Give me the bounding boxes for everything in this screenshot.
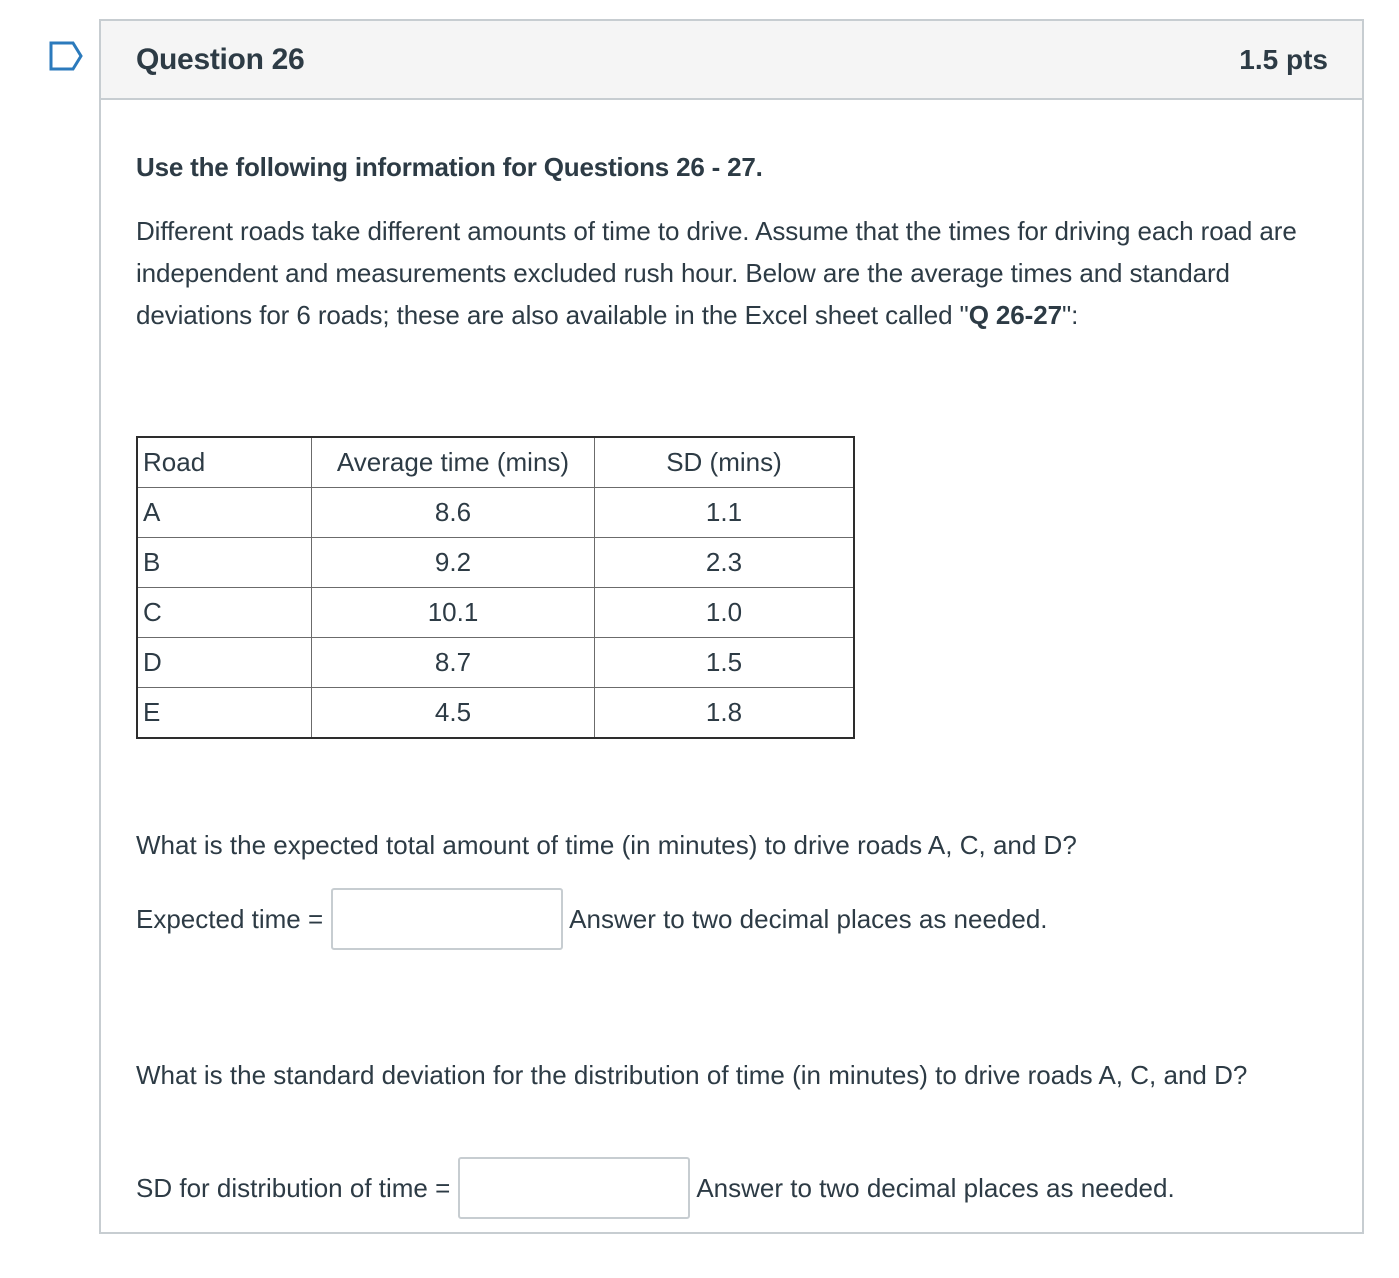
expected-time-label: Expected time = [136, 903, 324, 934]
table-cell: C [137, 588, 312, 638]
expected-time-hint: Answer to two decimal places as needed. [569, 903, 1048, 934]
table-cell: 1.0 [595, 588, 855, 638]
question-points: 1.5 pts [1239, 43, 1328, 75]
table-cell: 2.3 [595, 538, 855, 588]
question-card [99, 19, 1364, 1234]
sd-label: SD for distribution of time = [136, 1172, 451, 1203]
table-row [137, 638, 854, 688]
table-header: Average time (mins) [312, 437, 595, 488]
paragraph-text: Different roads take different amounts of time to drive. Assume that the times for driving each road are independent and measurements excluded rush hour. Below are the average times and standard deviations for 6 roads; these are also available in the Excel sheet called " [136, 216, 1297, 330]
table-cell: B [137, 538, 312, 588]
roads-table [136, 436, 855, 739]
table-cell: D [137, 638, 312, 688]
table-cell: 1.5 [595, 638, 855, 688]
table-header: Road [137, 437, 312, 488]
table-row [137, 688, 854, 739]
table-cell: 1.1 [595, 488, 855, 538]
question2-answer-row [136, 1157, 1175, 1219]
description-paragraph [136, 210, 1306, 336]
sd-hint: Answer to two decimal places as needed. [696, 1172, 1175, 1203]
intro-text: Use the following information for Questions 26 - 27. [136, 152, 763, 182]
table-cell: 9.2 [312, 538, 595, 588]
flag-question-icon[interactable] [48, 40, 84, 77]
table-header: SD (mins) [595, 437, 855, 488]
paragraph-end: ": [1061, 300, 1079, 330]
question1-text: What is the expected total amount of time (in minutes) to drive roads A, C, and D? [136, 830, 1077, 860]
table-row [137, 538, 854, 588]
table-cell: 8.7 [312, 638, 595, 688]
table-cell: 1.8 [595, 688, 855, 739]
table-cell: A [137, 488, 312, 538]
table-cell: 4.5 [312, 688, 595, 739]
question-header [101, 21, 1362, 100]
sd-input[interactable] [458, 1157, 690, 1219]
table-cell: 8.6 [312, 488, 595, 538]
question-title: Question 26 [136, 42, 305, 76]
table-cell: 10.1 [312, 588, 595, 638]
expected-time-input[interactable] [331, 888, 563, 950]
table-cell: E [137, 688, 312, 739]
table-row [137, 488, 854, 538]
question2-text: What is the standard deviation for the distribution of time (in minutes) to drive roads A, C, and D? [136, 1060, 1248, 1090]
table-header-row [137, 437, 854, 488]
table-row [137, 588, 854, 638]
question1-answer-row [136, 888, 1048, 950]
paragraph-bold: Q 26-27 [968, 300, 1062, 330]
